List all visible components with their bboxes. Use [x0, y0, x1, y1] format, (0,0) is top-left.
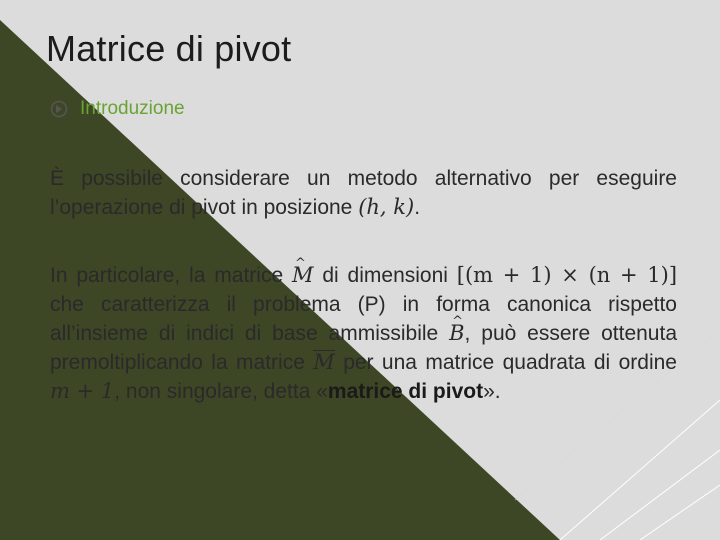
p2-text-7: ».	[483, 380, 501, 403]
p2-math-m-bar: M	[313, 350, 335, 374]
slide-subtitle: Introduzione	[80, 98, 185, 119]
p1-math-hk: (h, k)	[358, 195, 415, 219]
p2-math-dims: [(m + 1) × (n + 1)]	[456, 263, 678, 287]
p1-text-1: È possibile considerare un metodo alternativo per eseguire l’operazione di pivot in posizione	[50, 167, 677, 219]
arrow-circle-icon	[50, 100, 68, 118]
p2-text-3: che caratterizza il problema (P) in forma canonica rispetto all’insieme di indici di base ammissibile	[50, 293, 677, 345]
paragraph-2	[50, 261, 677, 406]
p2-term-pivot-matrix: matrice di pivot	[327, 380, 484, 403]
p2-text-5: per una matrice quadrata di ordine	[343, 351, 677, 374]
p1-text-2: .	[414, 196, 421, 219]
p2-text-2: di dimensioni	[322, 264, 448, 287]
p2-text-6: , non singolare, detta «	[114, 380, 328, 403]
p2-math-m-plus-1: m + 1	[50, 379, 115, 403]
p2-math-b-hat: ^ B	[449, 319, 464, 348]
slide-title: Matrice di pivot	[46, 28, 292, 69]
paragraph-1	[50, 164, 677, 222]
subtitle-row	[50, 98, 185, 120]
p2-text-1: In particolare, la matrice	[50, 264, 284, 287]
p2-text-4: , può essere ottenuta premoltiplicando la matrice	[50, 322, 677, 374]
p2-math-m-hat: ^ M	[292, 261, 314, 290]
